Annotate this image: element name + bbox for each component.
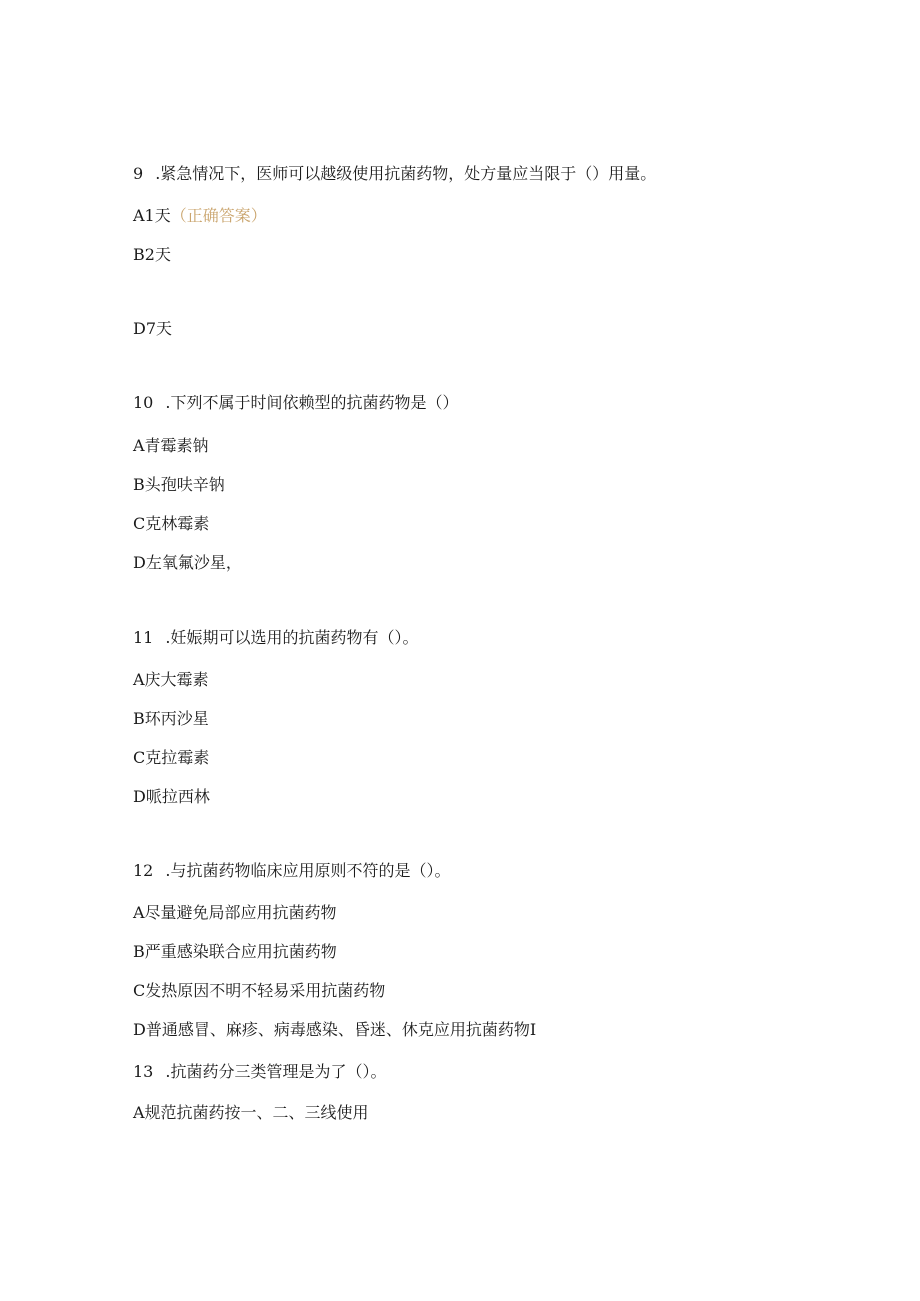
option-label: B环丙沙星 — [133, 709, 209, 728]
question-11 — [133, 628, 418, 648]
option-b — [133, 942, 337, 962]
question-text: .紧急情况下，医师可以越级使用抗菌药物，处方量应当限于（）用量。 — [155, 164, 657, 183]
question-12 — [133, 861, 450, 881]
question-number: 10 — [133, 393, 154, 412]
option-label: B头孢呋辛钠 — [133, 475, 225, 494]
question-text: .下列不属于时间依赖型的抗菌药物是（） — [165, 393, 459, 412]
option-label: C发热原因不明不轻易采用抗菌药物 — [133, 981, 386, 1000]
option-b — [133, 245, 171, 265]
option-label: C克林霉素 — [133, 514, 210, 533]
option-b — [133, 475, 225, 495]
option-label: B严重感染联合应用抗菌药物 — [133, 942, 337, 961]
question-number: 9 — [133, 164, 144, 183]
option-label: A规范抗菌药按一、二、三线使用 — [133, 1103, 369, 1122]
question-9 — [133, 164, 656, 184]
question-text: .与抗菌药物临床应用原则不符的是（）。 — [165, 861, 451, 880]
option-label: D哌拉西林 — [133, 787, 210, 806]
question-13 — [133, 1062, 386, 1082]
option-a — [133, 903, 337, 923]
option-c — [133, 748, 209, 768]
option-label: D7天 — [133, 319, 173, 338]
question-text: .妊娠期可以选用的抗菌药物有（）。 — [165, 628, 419, 647]
option-d — [133, 553, 242, 573]
option-c — [133, 981, 385, 1001]
option-d — [133, 319, 172, 339]
option-b — [133, 709, 209, 729]
option-label: D左氧氟沙星， — [133, 553, 242, 572]
option-d — [133, 1020, 536, 1040]
question-10 — [133, 393, 458, 413]
option-a — [133, 1103, 369, 1123]
option-a — [133, 206, 267, 226]
option-label: A尽量避免局部应用抗菌药物 — [133, 903, 337, 922]
option-a — [133, 436, 209, 456]
option-d — [133, 787, 210, 807]
question-number: 11 — [133, 628, 154, 647]
option-a — [133, 670, 209, 690]
option-label: A青霉素钠 — [133, 436, 209, 455]
question-text: .抗菌药分三类管理是为了（）。 — [165, 1062, 387, 1081]
question-number: 12 — [133, 861, 154, 880]
option-label: A1天 — [133, 206, 171, 225]
correct-answer-note: （正确答案） — [170, 206, 267, 225]
option-c — [133, 514, 209, 534]
question-number: 13 — [133, 1062, 154, 1081]
option-label: C克拉霉素 — [133, 748, 210, 767]
option-label: D普通感冒、麻疹、病毒感染、昏迷、休克应用抗菌药物I — [133, 1020, 537, 1039]
option-label: B2天 — [133, 245, 171, 264]
option-label: A庆大霉素 — [133, 670, 209, 689]
